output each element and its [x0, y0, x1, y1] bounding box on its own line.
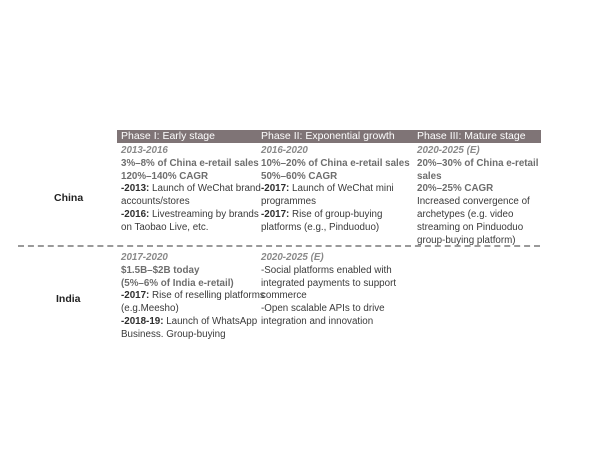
event-text: Business. Group-buying	[121, 328, 226, 340]
event-year: -2017:	[261, 208, 290, 220]
metric: 10%–20% of China e-retail sales	[261, 157, 410, 169]
period: 2016-2020	[261, 145, 308, 156]
event-year: -2013:	[121, 183, 150, 195]
metric: 20%–30% of China e-retail	[417, 157, 539, 169]
china-phase-1-cell	[121, 145, 261, 235]
metric: (5%–6% of India e-retail)	[121, 277, 234, 289]
event-line	[121, 329, 265, 342]
text-line: streaming on Pinduoduo	[417, 221, 524, 233]
event-text: platforms (e.g., Pinduoduo)	[261, 221, 380, 233]
row-label-india: India	[56, 293, 81, 305]
period: 2013-2016	[121, 145, 168, 156]
event-year: -2016:	[121, 208, 150, 220]
event-year: -2017:	[261, 183, 290, 195]
header-phase-1: Phase I: Early stage	[121, 130, 215, 142]
event-text: accounts/stores	[121, 196, 190, 208]
text-line: archetypes (e.g. video	[417, 208, 514, 220]
metric: 50%–60% CAGR	[261, 170, 338, 182]
event-text: Launch of WhatsApp	[163, 315, 258, 327]
header-phase-2: Phase II: Exponential growth	[261, 130, 395, 142]
event-line	[121, 196, 261, 209]
text-line: group-buying platform)	[417, 234, 516, 246]
metric: 20%–25% CAGR	[417, 183, 494, 195]
metric: sales	[417, 170, 442, 182]
event-text: Launch of WeChat mini	[289, 183, 394, 195]
event-text: Rise of reselling platforms	[149, 290, 265, 302]
event-line	[261, 183, 410, 196]
event-line	[261, 196, 410, 209]
china-phase-3-cell	[417, 145, 538, 247]
india-phase-2-cell	[261, 252, 396, 329]
text-line: -Social platforms enabled with	[261, 264, 392, 276]
text-line: integration and innovation	[261, 315, 374, 327]
period: 2020-2025 (E)	[261, 252, 324, 263]
row-label-china: China	[54, 192, 84, 204]
event-text: on Taobao Live, etc.	[121, 221, 209, 233]
period: 2020-2025 (E)	[417, 145, 480, 156]
event-line	[261, 209, 410, 222]
metric: $1.5B–$2B today	[121, 264, 200, 276]
event-line	[121, 290, 265, 303]
event-text: (e.g.Meesho)	[121, 303, 179, 315]
event-text: Rise of group-buying	[289, 208, 383, 220]
india-phase-1-cell	[121, 252, 265, 342]
row-divider	[18, 245, 540, 247]
text-line: Increased convergence of	[417, 196, 530, 208]
event-year: -2017:	[121, 290, 150, 302]
event-line	[121, 303, 265, 316]
event-text: Livestreaming by brands	[149, 208, 259, 220]
event-line	[121, 183, 261, 196]
event-line	[261, 222, 410, 235]
text-line: -Open scalable APIs to drive	[261, 303, 385, 315]
event-line	[121, 222, 261, 235]
header-phase-3: Phase III: Mature stage	[417, 130, 526, 142]
event-line	[121, 316, 265, 329]
event-text: programmes	[261, 196, 316, 208]
text-line: commerce	[261, 290, 307, 302]
metric: 120%–140% CAGR	[121, 170, 209, 182]
period: 2017-2020	[121, 252, 168, 263]
event-line	[121, 209, 261, 222]
text-line: integrated payments to support	[261, 277, 397, 289]
event-text: Launch of WeChat brand	[149, 183, 261, 195]
event-year: -2018-19:	[121, 315, 164, 327]
phase-header-bar	[117, 130, 541, 143]
china-phase-2-cell	[261, 145, 410, 235]
metric: 3%–8% of China e-retail sales	[121, 157, 259, 169]
